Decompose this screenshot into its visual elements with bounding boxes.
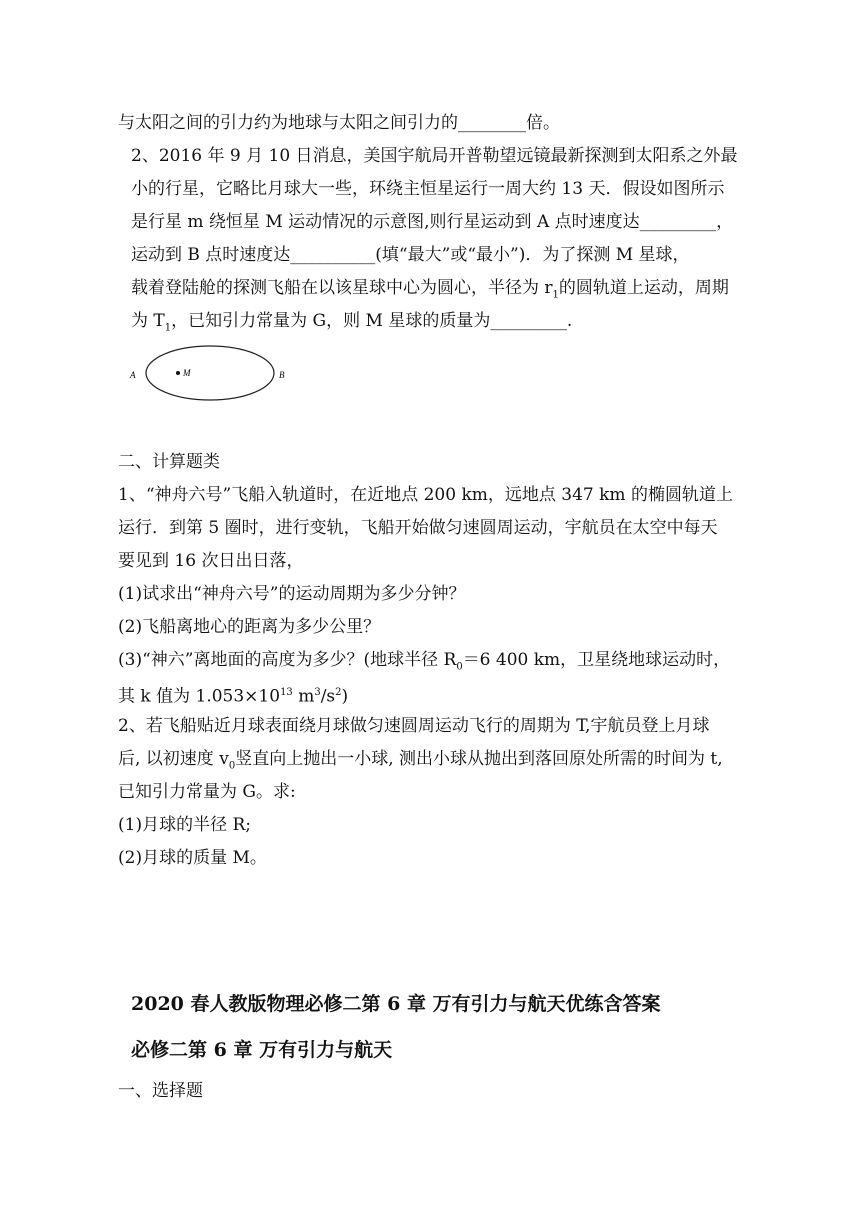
- text-line: [131, 277, 729, 306]
- section-title: 二、计算题类: [118, 452, 220, 472]
- subscript: 0: [456, 661, 463, 673]
- text-line: 1、“神舟六号”飞船入轨道时，在近地点 200 km，远地点 347 km 的椭圆轨道上: [118, 485, 733, 505]
- text-line: (2)月球的质量 M。: [118, 848, 267, 868]
- text-segment: ＝6 400 km，卫星绕地球运动时，: [462, 650, 731, 670]
- text-segment: (3)“神六”离地面的高度为多少？(地球半径 R: [118, 650, 457, 670]
- text-line: 2、若飞船贴近月球表面绕月球做匀速圆周运动飞行的周期为 T,宇航员登上月球: [118, 716, 710, 736]
- text-segment: ，已知引力常量为 G，则 M 星球的质量为_________.: [171, 311, 573, 331]
- superscript: 3: [314, 687, 321, 698]
- text-line: 2、2016 年 9 月 10 日消息，美国宇航局开普勒望远镜最新探测到太阳系之外最: [131, 146, 738, 166]
- chapter-heading: 必修二第 6 章 万有引力与航天: [131, 1039, 393, 1061]
- text-segment: ): [341, 686, 349, 707]
- text-line: (1)月球的半径 R;: [118, 815, 252, 835]
- text-line: 已知引力常量为 G。求:: [118, 782, 296, 802]
- text-segment: 为 T: [131, 311, 165, 331]
- label-m: M: [183, 368, 191, 378]
- text-line: (2)飞船离地心的距离为多少公里？: [118, 617, 381, 637]
- text-line: [118, 748, 723, 777]
- text-line: 与太阳之间的引力约为地球与太阳之间引力的________倍。: [118, 113, 560, 133]
- text-line: 是行星 m 绕恒星 M 运动情况的示意图,则行星运动到 A 点时速度达_________，: [131, 212, 734, 232]
- text-segment: 载着登陆舱的探测飞船在以该星球中心为圆心，半径为 r: [131, 278, 553, 298]
- text-line: 运动到 B 点时速度达__________(填“最大”或“最小”)．为了探测 M 星球，: [131, 245, 690, 265]
- orbit-diagram: [126, 342, 296, 404]
- text-line: [118, 682, 348, 708]
- star-dot: [176, 371, 180, 375]
- orbit-figure: [126, 342, 296, 404]
- section-title: 一、选择题: [118, 1081, 203, 1101]
- text-segment: 其 k 值为 1.053×10: [118, 686, 281, 707]
- text-segment: m: [292, 686, 315, 707]
- text-segment: 竖直向上抛出一小球, 测出小球从抛出到落回原处所需的时间为 t,: [235, 749, 723, 769]
- text-segment: 后, 以初速度 v: [118, 749, 229, 769]
- superscript: 2: [335, 687, 342, 698]
- subscript: 0: [228, 760, 236, 772]
- text-line: [118, 649, 730, 678]
- text-line: (1)试求出“神舟六号”的运动周期为多少分钟？: [118, 584, 466, 604]
- label-b: B: [279, 370, 285, 380]
- text-line: 小的行星，它略比月球大一些，环绕主恒星运行一周大约 13 天．假设如图所示: [131, 179, 725, 199]
- text-line: [131, 310, 572, 339]
- text-line: 运行．到第 5 圈时，进行变轨，飞船开始做匀速圆周运动，宇航员在太空中每天: [118, 518, 718, 538]
- document-heading: 2020 春人教版物理必修二第 6 章 万有引力与航天优练含答案: [131, 993, 661, 1015]
- text-line: 要见到 16 次日出日落，: [118, 551, 304, 571]
- subscript: 1: [164, 322, 172, 334]
- subscript: 1: [552, 289, 559, 301]
- orbit-ellipse: [146, 346, 274, 400]
- superscript: 13: [280, 687, 293, 698]
- label-a: A: [130, 370, 136, 380]
- text-segment: /s: [320, 686, 336, 707]
- text-segment: 的圆轨道上运动，周期: [558, 278, 729, 298]
